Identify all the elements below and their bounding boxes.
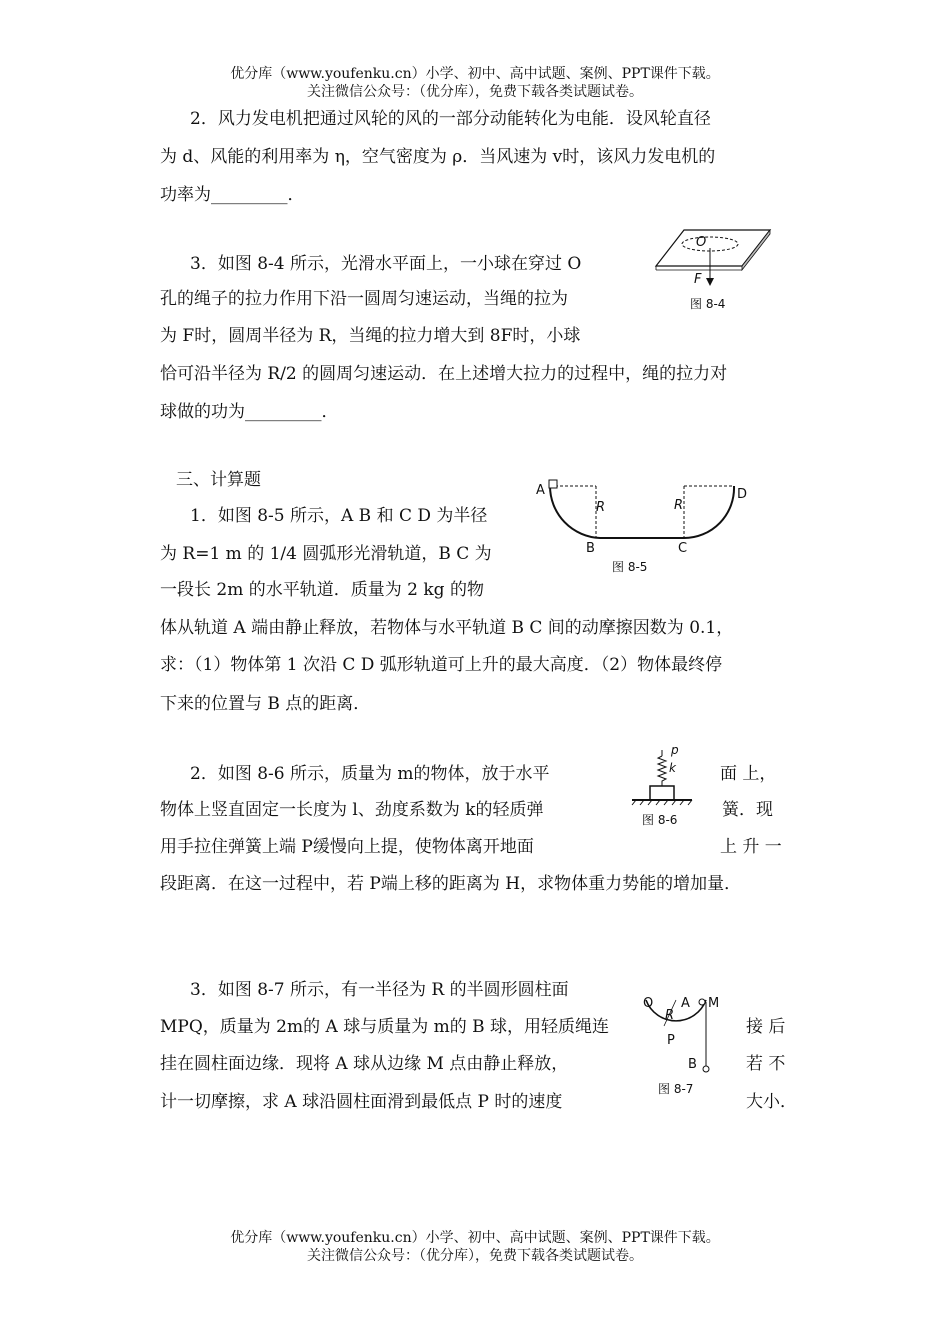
q3-line-5: 球做的功为_________． [160,402,339,422]
calc1-line-4: 体从轨道 A 端由静止释放，若物体与水平轨道 B C 间的动摩擦因数为 0.1， [160,618,734,638]
q3-line-4: 恰可沿半径为 R/2 的圆周匀速运动．在上述增大拉力的过程中，绳的拉力对 [160,364,728,384]
calc3-line-1: 3．如图 8-7 所示，有一半径为 R 的半圆形圆柱面 [190,980,569,1000]
q3-line-3: 为 F时，圆周半径为 R，当绳的拉力增大到 8F时，小球 [160,326,581,346]
figure-8-5-label-c: C [678,541,688,556]
q2-line-2: 为 d、风能的利用率为 η，空气密度为 ρ．当风速为 v时，该风力发电机的 [160,147,716,167]
calc1-line-3: 一段长 2m 的水平轨道．质量为 2 kg 的物 [160,580,484,600]
calc2-line-1: 2．如图 8-6 所示，质量为 m的物体，放于水平 [190,764,550,784]
calc2-line-1-right: 面 上， [720,764,777,784]
figure-8-4-label-f: F [694,272,702,287]
figure-8-5-drawing [546,484,746,544]
figure-8-7-label-a: A [681,996,690,1011]
header-line-1: 优分库（www.youfenku.cn）小学、初中、高中试题、案例、PPT课件下载。 [230,66,720,82]
calc1-line-2: 为 R=1 m 的 1/4 圆弧形光滑轨道，B C 为 [160,544,492,564]
figure-8-7-label-r: R [665,1008,675,1023]
q3-line-2: 孔的绳子的拉力作用下沿一圆周匀速运动，当绳的拉为 [160,289,568,309]
figure-8-7-caption: 图 8-7 [658,1082,694,1096]
calc2-line-4: 段距离．在这一过程中，若 P端上移的距离为 H，求物体重力势能的增加量． [160,874,742,894]
calc1-line-6: 下来的位置与 B 点的距离． [160,694,371,714]
calc3-line-3-right: 若 不 [746,1054,786,1074]
figure-8-5-label-r2: R [674,498,684,513]
figure-8-5-label-r1: R [596,500,606,515]
figure-8-4-drawing [656,226,776,286]
figure-8-7-label-m: M [708,996,720,1011]
figure-8-4-caption: 图 8-4 [690,297,726,311]
calc3-line-3: 挂在圆柱面边缘．现将 A 球从边缘 M 点由静止释放， [160,1054,569,1074]
figure-8-6-drawing [630,748,710,808]
q2-line-1: 2．风力发电机把通过风轮的风的一部分动能转化为电能．设风轮直径 [190,109,711,129]
calc3-line-4-right: 大小． [746,1092,797,1112]
figure-8-5-label-b: B [586,541,595,556]
figure-8-5-caption: 图 8-5 [612,560,648,574]
calc2-line-2: 物体上竖直固定一长度为 l、劲度系数为 k的轻质弹 [160,800,544,820]
calc3-line-2-right: 接 后 [746,1017,786,1037]
figure-8-6-label-p: p [671,743,679,757]
figure-8-7-label-q: Q [643,996,654,1011]
figure-8-7-label-p: P [667,1033,675,1048]
footer-line-1: 优分库（www.youfenku.cn）小学、初中、高中试题、案例、PPT课件下载。 [230,1230,720,1246]
figure-8-4-label-o: O [696,235,707,250]
figure-8-5-label-a: A [536,483,545,498]
calc2-line-3: 用手拉住弹簧上端 P缓慢向上提，使物体离开地面 [160,837,534,857]
calc3-line-2: MPQ，质量为 2m的 A 球与质量为 m的 B 球，用轻质绳连 [160,1017,610,1037]
figure-8-5-label-d: D [737,487,748,502]
figure-8-6-label-k: k [669,761,676,775]
calc2-line-3-right: 上 升 一 [720,837,782,857]
figure-8-7-label-b: B [688,1057,697,1072]
calc2-line-2-right: 簧．现 [722,800,773,820]
calc1-line-1: 1．如图 8-5 所示，A B 和 C D 为半径 [190,506,488,526]
header-line-2: 关注微信公众号：（优分库），免费下载各类试题试卷。 [307,84,643,100]
figure-8-6-caption: 图 8-6 [642,813,678,827]
q3-line-1: 3．如图 8-4 所示，光滑水平面上，一小球在穿过 O [190,254,582,274]
q2-line-3: 功率为_________． [160,185,305,205]
calc1-line-5: 求：（1）物体第 1 次沿 C D 弧形轨道可上升的最大高度．（2）物体最终停 [160,655,723,675]
footer-line-2: 关注微信公众号：（优分库），免费下载各类试题试卷。 [307,1248,643,1264]
calc3-line-4: 计一切摩擦，求 A 球沿圆柱面滑到最低点 P 时的速度 [160,1092,563,1112]
section-title: 三、计算题 [176,470,261,490]
